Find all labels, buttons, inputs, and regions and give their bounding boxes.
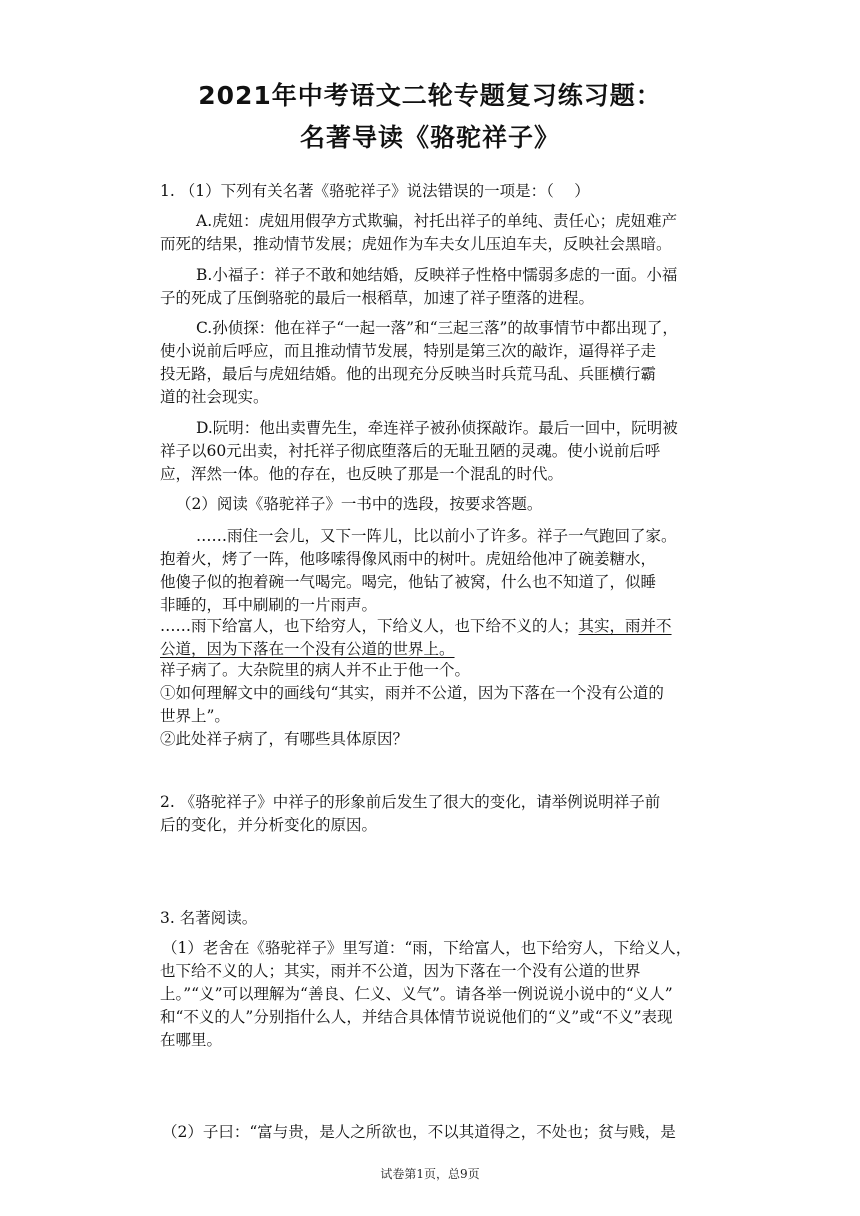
option-c-line1: C.孙侦探：他在祥子“一起一落”和“三起三落”的故事情节中都出现了，: [196, 319, 678, 337]
subquestion-1-line1: ①如何理解文中的画线句“其实，雨并不公道，因为下落在一个没有公道的: [160, 684, 664, 702]
excerpt-line7: 祥子病了。大杂院里的病人并不止于他一个。: [160, 661, 471, 679]
question-1-stem: 1. （1）下列有关名著《骆驼祥子》说法错误的一项是：（ ）: [160, 182, 590, 200]
document-title-line2: 名著导读《骆驼祥子》: [299, 123, 560, 152]
document-title-line1: 2021年中考语文二轮专题复习练习题：: [198, 81, 662, 110]
question-3-stem: 3. 名著阅读。: [160, 909, 258, 927]
option-d-line2: 祥子以60元出卖，衬托祥子彻底堕落后的无耻丑陋的灵魂。使小说前后呼: [160, 442, 661, 460]
option-a-line2: 而死的结果，推动情节发展；虎妞作为车夫女儿压迫车夫，反映社会黑暗。: [160, 235, 672, 253]
question-1-2-stem: （2）阅读《骆驼祥子》一书中的选段，按要求答题。: [176, 495, 543, 513]
subquestion-1-line2: 世界上”。: [160, 707, 230, 725]
option-c-line3: 投无路，最后与虎妞结婚。他的出现充分反映当时兵荒马乱、兵匪横行霸: [160, 365, 657, 383]
underlined-sentence-part2: 公道，因为下落在一个没有公道的世界上。: [160, 640, 455, 658]
option-b-line2: 子的死成了压倒骆驼的最后一根稻草，加速了祥子堕落的进程。: [160, 289, 595, 307]
excerpt-line1: ……雨住一会儿，又下一阵儿，比以前小了许多。祥子一气跑回了家。: [196, 527, 677, 545]
option-d-line1: D.阮明：他出卖曹先生，牵连祥子被孙侦探敲诈。最后一回中，阮明被: [196, 419, 678, 437]
page-footer: 试卷第1页，总9页: [380, 1167, 480, 1181]
option-c-line4: 道的社会现实。: [160, 388, 269, 406]
excerpt-line5-text: ……雨下给富人，也下给穷人，下给义人，也下给不义的人；: [160, 617, 579, 635]
question-3-1-line1: （1）老舍在《骆驼祥子》里写道：“雨，下给富人，也下给穷人，下给义人，: [162, 939, 692, 957]
question-3-2-line1: （2）子曰：“富与贵，是人之所欲也，不以其道得之，不处也；贫与贱，是: [162, 1123, 676, 1141]
question-2-line2: 后的变化，并分析变化的原因。: [160, 816, 378, 834]
option-b-line1: B.小福子：祥子不敢和她结婚，反映祥子性格中懦弱多虑的一面。小福: [196, 266, 678, 284]
option-d-line3: 应，浑然一体。他的存在，也反映了那是一个混乱的时代。: [160, 465, 564, 483]
excerpt-line2: 抱着火，烤了一阵，他哆嗦得像风雨中的树叶。虎妞给他冲了碗姜糖水，: [160, 550, 657, 568]
question-3-1-line2: 也下给不义的人；其实，雨并不公道，因为下落在一个没有公道的世界: [160, 962, 641, 980]
excerpt-line3: 他傻子似的抱着碗一气喝完。喝完，他钻了被窝，什么也不知道了，似睡: [160, 573, 657, 591]
question-3-1-line5: 在哪里。: [160, 1031, 223, 1049]
option-a-line1: A.虎妞：虎妞用假孕方式欺骗，衬托出祥子的单纯、责任心；虎妞难产: [196, 212, 678, 230]
option-c-line2: 使小说前后呼应，而且推动情节发展，特别是第三次的敲诈，逼得祥子走: [160, 342, 657, 360]
excerpt-line5: [160, 616, 672, 636]
question-3-1-line3: 上。”“义”可以理解为“善良、仁义、义气”。请各举一例说说小说中的“义人”: [160, 985, 673, 1003]
question-2-line1: 2. 《骆驼祥子》中祥子的形象前后发生了很大的变化，请举例说明祥子前: [160, 793, 661, 811]
underlined-sentence-part1: 其实，雨并不: [578, 617, 672, 635]
question-3-1-line4: 和“不义的人”分别指什么人，并结合具体情节说说他们的“义”或“不义”表现: [160, 1008, 673, 1026]
excerpt-line4: 非睡的，耳中刷刷的一片雨声。: [160, 596, 378, 614]
subquestion-2: ②此处祥子病了，有哪些具体原因？: [160, 730, 409, 748]
